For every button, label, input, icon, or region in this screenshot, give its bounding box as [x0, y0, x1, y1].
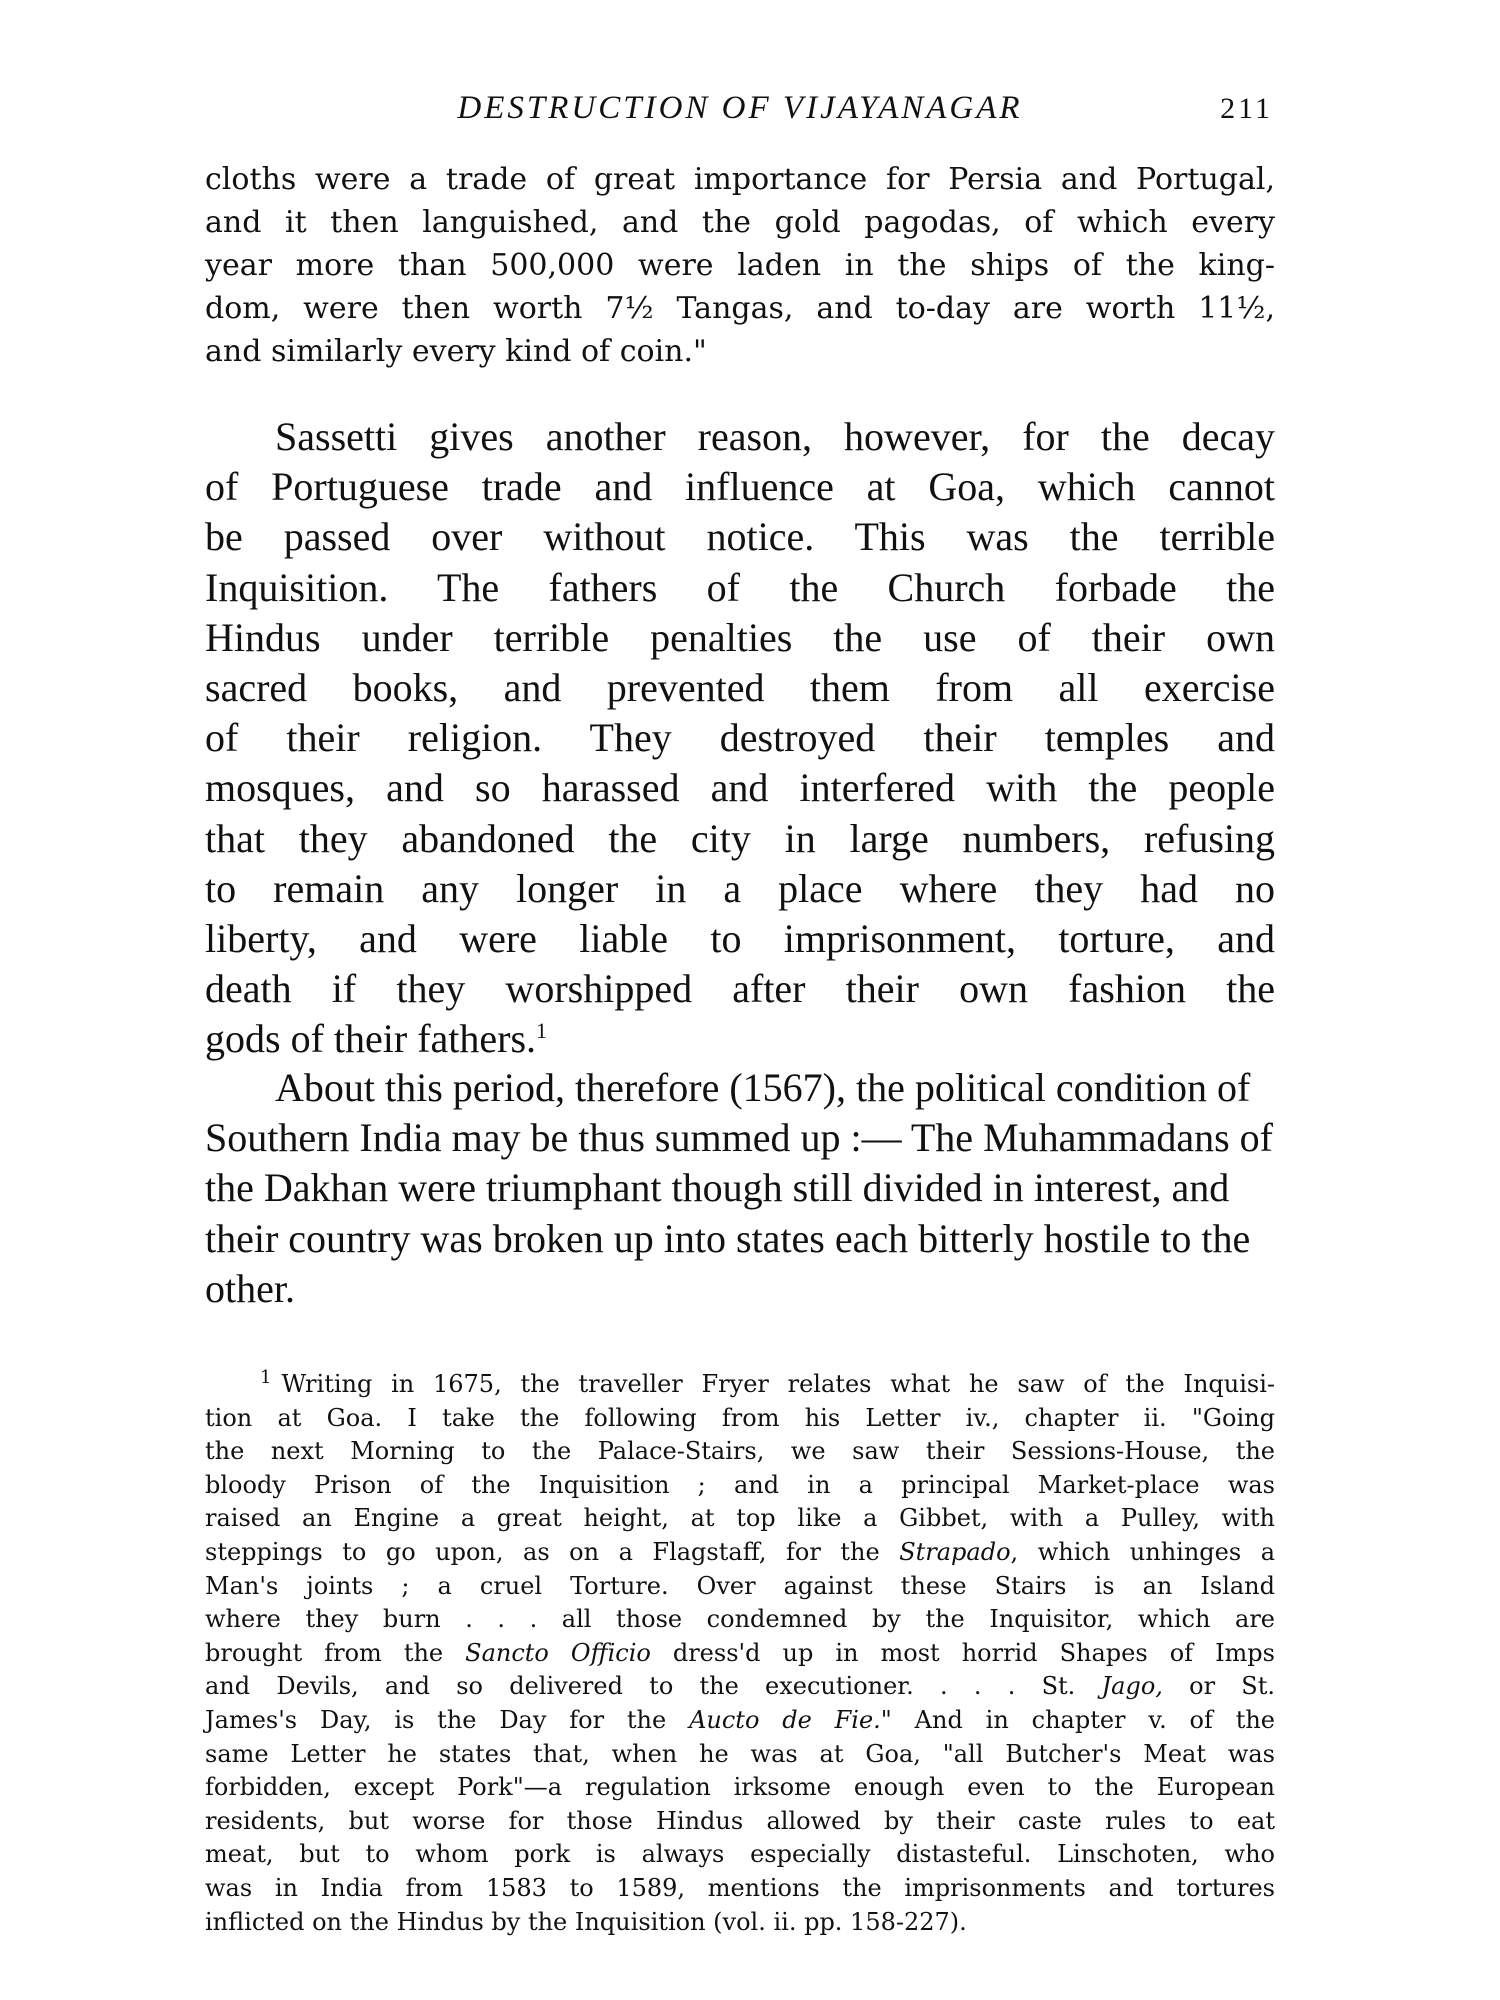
footnote-line-text: Writing in 1675, the traveller Fryer relates what he saw of the Inquisi-	[281, 1370, 1275, 1398]
footnote-line: brought from the Sancto Officio dress'd up in most horrid Shapes of Imps	[205, 1638, 1275, 1667]
paragraph-line: of Portuguese trade and influence at Goa, which cannot	[205, 464, 1275, 510]
paragraph-two	[205, 1063, 1275, 1314]
footnote-line: and Devils, and so delivered to the executioner. . . . St. Jago, or St.	[205, 1672, 1275, 1701]
footnote-line: steppings to go upon, as on a Flagstaff, for the Strapado, which unhinges a	[205, 1537, 1275, 1566]
italic-term: Aucto de Fie.	[689, 1705, 881, 1734]
footnote-line: meat, but to whom pork is always especially distasteful. Linschoten, who	[205, 1840, 1275, 1869]
footnote-line: James's Day, is the Day for the Aucto de Fie." And in chapter v. of the	[205, 1705, 1276, 1734]
paragraph-line: broken up into states each bitterly hostile to the other.	[205, 1215, 1251, 1311]
quote-line: year more than 500,000 were laden in the ships of the king-	[205, 248, 1275, 283]
paragraph-line: that they abandoned the city in large numbers, refusing	[205, 815, 1275, 861]
italic-term: Jago,	[1101, 1672, 1163, 1701]
footnote-line: raised an Engine a great height, at top like a Gibbet, with a Pulley, with	[205, 1504, 1275, 1533]
page-number: 211	[1220, 92, 1273, 125]
running-head	[205, 88, 1275, 138]
paragraph-line: of their religion. They destroyed their temples and	[205, 715, 1275, 761]
footnote	[205, 1368, 1275, 1939]
paragraph-line: mosques, and so harassed and interfered with the people	[205, 765, 1275, 811]
paragraph-line: About this period, therefore (1567), the political	[275, 1065, 1046, 1110]
footnote-line: forbidden, except Pork"—a regulation irksome enough even to the European	[205, 1773, 1275, 1802]
paragraph-one	[205, 412, 1275, 1065]
paragraph-line: Hindus under terrible penalties the use of their own	[205, 614, 1275, 660]
paragraph-last-line	[205, 1014, 1275, 1064]
paragraph-line: Inquisition. The fathers of the Church forbade the	[205, 564, 1275, 610]
footnote-line: same Letter he states that, when he was at Goa, "all Butcher's Meat was	[205, 1739, 1275, 1768]
paragraph-line: condition of Southern India may be thus summed up :—	[205, 1065, 1251, 1161]
footnote-line: tion at Goa. I take the following from his Letter iv., chapter ii. "Going	[205, 1403, 1275, 1432]
paragraph-line: death if they worshipped after their own fashion the	[205, 966, 1275, 1012]
footnote-line: bloody Prison of the Inquisition ; and in a principal Market-place was	[205, 1470, 1275, 1499]
footnote-line: residents, but worse for those Hindus allowed by their caste rules to eat	[205, 1806, 1275, 1835]
paragraph-line: liberty, and were liable to imprisonment, torture, and	[205, 916, 1275, 962]
footnote-line: the next Morning to the Palace-Stairs, we saw their Sessions-House, the	[205, 1437, 1275, 1466]
running-title: DESTRUCTION OF VIJAYANAGAR	[457, 90, 1023, 126]
footnote-marker: 1	[260, 1367, 272, 1388]
paragraph-line: sacred books, and prevented them from all exercise	[205, 665, 1275, 711]
paragraph-line: to remain any longer in a place where they had no	[205, 865, 1275, 911]
quote-line: dom, were then worth 7½ Tangas, and to-day are worth 11½,	[205, 291, 1275, 326]
footnote-line: was in India from 1583 to 1589, mentions the imprisonments and tortures	[205, 1873, 1275, 1902]
footnote-reference: 1	[536, 1018, 548, 1044]
paragraph-line-text: gods of their fathers.	[205, 1016, 537, 1062]
paragraph-line: Sassetti gives another reason, however, for the decay	[275, 414, 1275, 459]
footnote-first-line	[205, 1368, 1275, 1402]
footnote-line: inflicted on the Hindus by the Inquisition (vol. ii. pp. 158-227).	[205, 1907, 967, 1936]
quote-line: and similarly every kind of coin."	[205, 334, 707, 369]
paragraph-line: though still divided in interest, and their country was	[205, 1165, 1230, 1261]
paragraph-line: The Muhammadans of the Dakhan were triumphant	[205, 1115, 1274, 1211]
quote-line: cloths were a trade of great importance for Persia and Portugal,	[205, 162, 1275, 197]
paragraph-line: be passed over without notice. This was the terrible	[205, 514, 1275, 560]
footnote-line: where they burn . . . all those condemned by the Inquisitor, which are	[205, 1605, 1275, 1634]
footnote-line: Man's joints ; a cruel Torture. Over against these Stairs is an Island	[205, 1571, 1275, 1600]
italic-term: Sancto Officio	[465, 1638, 651, 1667]
italic-term: Strapado	[899, 1537, 1011, 1566]
quote-block	[205, 158, 1275, 373]
quote-line: and it then languished, and the gold pagodas, of which every	[205, 205, 1275, 240]
